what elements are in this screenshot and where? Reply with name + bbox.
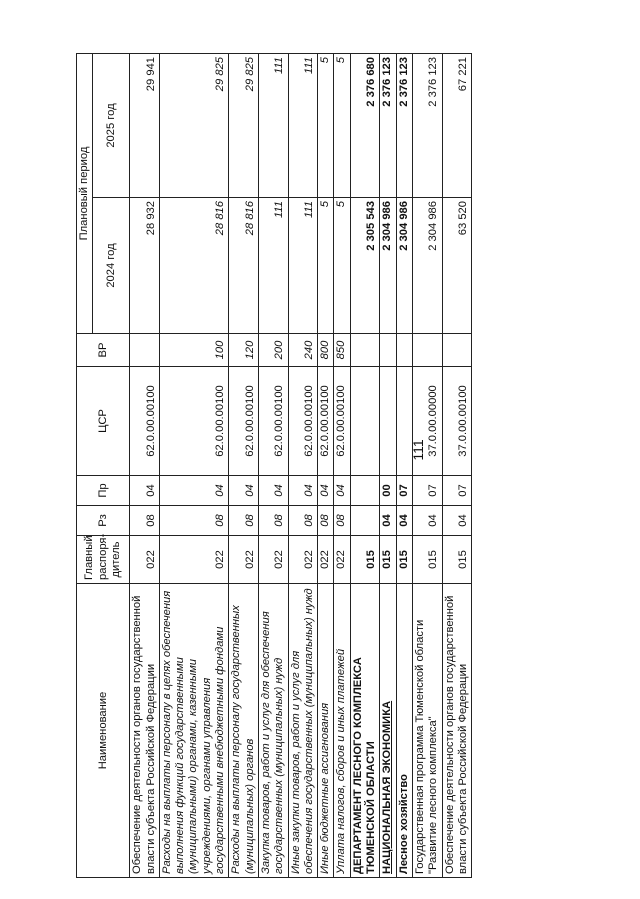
cell-2024: 2 304 986: [380, 198, 396, 334]
cell-pr: 04: [159, 476, 228, 506]
cell-2025: 2 376 123: [396, 53, 412, 197]
cell-vr: [350, 334, 380, 367]
cell-pr: 07: [396, 476, 412, 506]
cell-pr: 07: [442, 476, 472, 506]
cell-rz: 04: [380, 506, 396, 536]
cell-name: Обеспечение деятельности органов государственной власти субъекта Российской Федерации: [442, 584, 472, 878]
cell-name: ДЕПАРТАМЕНТ ЛЕСНОГО КОМПЛЕКСА ТЮМЕНСКОЙ ОБЛАСТИ: [350, 584, 380, 878]
cell-pr: 04: [288, 476, 318, 506]
cell-2024: 111: [258, 198, 288, 334]
cell-pr: 04: [258, 476, 288, 506]
cell-csr: 37.0.00.00000: [412, 367, 442, 476]
cell-glavny: 022: [288, 536, 318, 584]
table-row: [396, 53, 412, 877]
cell-2024: 28 816: [159, 198, 228, 334]
cell-2024: 2 304 986: [396, 198, 412, 334]
header-glavny: [77, 533, 130, 584]
header-2024: 2024 год: [93, 198, 130, 334]
cell-2025: 2 376 680: [350, 53, 380, 197]
cell-2025: 67 221: [442, 53, 472, 197]
header-rz: Рз: [77, 506, 130, 536]
table-row: [288, 53, 318, 877]
cell-csr: 62.0.00.00100: [334, 367, 350, 476]
cell-csr: 62.0.00.00100: [130, 367, 160, 476]
cell-glavny: 022: [334, 536, 350, 584]
cell-csr: [380, 367, 396, 476]
cell-pr: 04: [130, 476, 160, 506]
cell-name: Расходы на выплаты персоналу в целях обеспечения выполнения функций государственными (муниципальными) органами, казенными учреждениями, органами управления государственными внебюджетными фондами: [159, 584, 228, 878]
table-row: [159, 53, 228, 877]
header-2025: 2025 год: [93, 53, 130, 197]
cell-vr: [380, 334, 396, 367]
cell-pr: [350, 476, 380, 506]
table-row: [318, 53, 334, 877]
cell-2025: 5: [318, 53, 334, 197]
header-plan-period: Плановый период: [77, 53, 93, 333]
cell-2025: 29 825: [159, 53, 228, 197]
cell-name: Уплата налогов, сборов и иных платежей: [334, 584, 350, 878]
header-glavny-line3: дитель: [109, 541, 122, 578]
cell-2025: 111: [288, 53, 318, 197]
cell-name: НАЦИОНАЛЬНАЯ ЭКОНОМИКА: [380, 584, 396, 878]
cell-2024: 5: [334, 198, 350, 334]
cell-glavny: 022: [229, 536, 259, 584]
header-csr: ЦСР: [77, 367, 130, 476]
cell-csr: 62.0.00.00100: [159, 367, 228, 476]
cell-rz: 08: [288, 506, 318, 536]
cell-2025: 111: [258, 53, 288, 197]
cell-2024: 63 520: [442, 198, 472, 334]
cell-name: Иные закупки товаров, работ и услуг для обеспечения государственных (муниципальных) нужд: [288, 584, 318, 878]
cell-glavny: 022: [258, 536, 288, 584]
cell-rz: [350, 506, 380, 536]
cell-name: Закупка товаров, работ и услуг для обеспечения государственных (муниципальных) нужд: [258, 584, 288, 878]
rotated-page-content: [76, 54, 631, 878]
header-glavny-line1: Главный: [83, 535, 96, 580]
cell-glavny: 015: [412, 536, 442, 584]
cell-csr: [396, 367, 412, 476]
cell-2025: 2 376 123: [412, 53, 442, 197]
header-pr: Пр: [77, 476, 130, 506]
cell-glavny: 015: [350, 536, 380, 584]
cell-rz: 04: [396, 506, 412, 536]
cell-csr: 62.0.00.00100: [318, 367, 334, 476]
cell-vr: [412, 334, 442, 367]
cell-name: Расходы на выплаты персоналу государственных (муниципальных) органов: [229, 584, 259, 878]
cell-2025: 29 825: [229, 53, 259, 197]
cell-name: Лесное хозяйство: [396, 584, 412, 878]
header-vr: ВР: [77, 334, 130, 367]
cell-csr: 37.0.00.00100: [442, 367, 472, 476]
cell-csr: [350, 367, 380, 476]
cell-rz: 08: [318, 506, 334, 536]
cell-2024: 28 932: [130, 198, 160, 334]
table-row: [442, 53, 472, 877]
table-row: [334, 53, 350, 877]
cell-vr: 200: [258, 334, 288, 367]
cell-2025: 2 376 123: [380, 53, 396, 197]
table-row: [380, 53, 396, 877]
header-name: Наименование: [77, 584, 130, 878]
cell-glavny: 015: [380, 536, 396, 584]
cell-pr: 04: [334, 476, 350, 506]
cell-pr: 04: [229, 476, 259, 506]
cell-vr: 100: [159, 334, 228, 367]
cell-vr: 240: [288, 334, 318, 367]
cell-pr: 00: [380, 476, 396, 506]
cell-rz: 08: [334, 506, 350, 536]
cell-pr: 07: [412, 476, 442, 506]
table-body: [130, 53, 472, 877]
cell-name: Государственная программа Тюменской области "Развитие лесного комплекса": [412, 584, 442, 878]
cell-rz: 08: [130, 506, 160, 536]
cell-name: Иные бюджетные ассигнования: [318, 584, 334, 878]
budget-table: [76, 53, 472, 878]
cell-vr: 120: [229, 334, 259, 367]
cell-csr: 62.0.00.00100: [229, 367, 259, 476]
cell-2024: 2 305 543: [350, 198, 380, 334]
cell-2024: 28 816: [229, 198, 259, 334]
cell-glavny: 022: [130, 536, 160, 584]
table-row: [412, 53, 442, 877]
cell-csr: 62.0.00.00100: [258, 367, 288, 476]
cell-vr: 800: [318, 334, 334, 367]
cell-2024: 111: [288, 198, 318, 334]
header-row-top: [77, 53, 93, 877]
cell-name: Обеспечение деятельности органов государственной власти субъекта Российской Федерации: [130, 584, 160, 878]
cell-pr: 04: [318, 476, 334, 506]
cell-2024: 2 304 986: [412, 198, 442, 334]
table-row: [130, 53, 160, 877]
cell-vr: [130, 334, 160, 367]
cell-2024: 5: [318, 198, 334, 334]
cell-vr: 850: [334, 334, 350, 367]
cell-2025: 29 941: [130, 53, 160, 197]
cell-glavny: 015: [396, 536, 412, 584]
cell-glavny: 015: [442, 536, 472, 584]
cell-2025: 5: [334, 53, 350, 197]
cell-glavny: 022: [159, 536, 228, 584]
cell-rz: 08: [159, 506, 228, 536]
cell-rz: 08: [229, 506, 259, 536]
header-glavny-line2: распоря-: [96, 533, 109, 580]
table-row: [229, 53, 259, 877]
page-number: 111: [410, 439, 426, 461]
cell-rz: 04: [412, 506, 442, 536]
cell-rz: 08: [258, 506, 288, 536]
cell-glavny: 022: [318, 536, 334, 584]
table-row: [258, 53, 288, 877]
cell-rz: 04: [442, 506, 472, 536]
table-row: [350, 53, 380, 877]
cell-vr: [396, 334, 412, 367]
cell-csr: 62.0.00.00100: [288, 367, 318, 476]
cell-vr: [442, 334, 472, 367]
